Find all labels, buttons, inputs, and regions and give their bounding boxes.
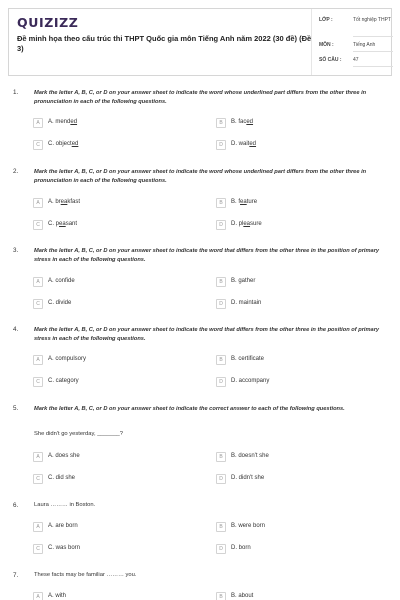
question-instruction: Mark the letter A, B, C, or D on your answer sheet to indicate the word that differs from the other three in the position of primary stress in each of the following questions. — [34, 248, 380, 263]
option-box[interactable]: A — [33, 592, 43, 600]
option-box[interactable]: D — [216, 474, 226, 484]
quizizz-logo: QUIZIZZ — [17, 15, 79, 30]
header-divider — [311, 9, 312, 75]
question-instruction: Mark the letter A, B, C, or D on your answer sheet to indicate the correct answer to each of the following questions. — [34, 406, 345, 412]
question-stem: Laura ……… in Boston. — [34, 502, 96, 508]
option-box[interactable]: C — [33, 474, 43, 484]
question-number: 3. — [13, 247, 19, 254]
subject-line — [353, 51, 393, 52]
option-box[interactable]: C — [33, 220, 43, 230]
option-box[interactable]: A — [33, 118, 43, 128]
class-line — [353, 36, 393, 37]
class-label: LỚP : — [319, 17, 333, 23]
question-instruction: Mark the letter A, B, C, or D on your answer sheet to indicate the word whose underlined part differs from the other three in pronunciation in each of the following questions. — [34, 169, 367, 184]
question-number: 5. — [13, 405, 19, 412]
worksheet-header — [8, 8, 392, 76]
question-number: 4. — [13, 326, 19, 333]
option-box[interactable]: B — [216, 277, 226, 287]
question-count-label: SỐ CÂU : — [319, 57, 342, 63]
option-box[interactable]: A — [33, 522, 43, 532]
option-box[interactable]: A — [33, 355, 43, 365]
option-box[interactable]: D — [216, 299, 226, 309]
option-box[interactable]: B — [216, 522, 226, 532]
question-number: 2. — [13, 168, 19, 175]
question-stem: These facts may be familiar ……… you. — [34, 572, 137, 578]
option-box[interactable]: D — [216, 377, 226, 387]
option-box[interactable]: D — [216, 544, 226, 554]
document-title: Đề minh họa theo cấu trúc thi THPT Quốc gia môn Tiếng Anh năm 2022 (30 đề) (Đề 3) — [17, 34, 312, 53]
option-box[interactable]: C — [33, 299, 43, 309]
option-box[interactable]: D — [216, 220, 226, 230]
question-count-value: 47 — [353, 57, 359, 63]
option-box[interactable]: C — [33, 544, 43, 554]
question-number: 6. — [13, 502, 19, 509]
option-box[interactable]: B — [216, 452, 226, 462]
subject-label: MÔN : — [319, 42, 334, 48]
option-box[interactable]: B — [216, 118, 226, 128]
option-box[interactable]: A — [33, 198, 43, 208]
option-box[interactable]: D — [216, 140, 226, 150]
option-box[interactable]: B — [216, 592, 226, 600]
option-box[interactable]: C — [33, 140, 43, 150]
question-instruction: Mark the letter A, B, C, or D on your answer sheet to indicate the word that differs from the other three in the position of primary stress in each of the following questions. — [34, 327, 380, 342]
option-box[interactable]: A — [33, 452, 43, 462]
option-box[interactable]: A — [33, 277, 43, 287]
option-box[interactable]: B — [216, 198, 226, 208]
option-box[interactable]: B — [216, 355, 226, 365]
question-number: 1. — [13, 89, 19, 96]
question-instruction: Mark the letter A, B, C, or D on your answer sheet to indicate the word whose underlined part differs from the other three in pronunciation in each of the following questions. — [34, 90, 367, 105]
question-number: 7. — [13, 572, 19, 579]
question-count-line — [353, 66, 393, 67]
class-value: Tốt nghiệp THPT — [353, 17, 391, 23]
option-box[interactable]: C — [33, 377, 43, 387]
question-stem: She didn't go yesterday, _______? — [34, 431, 123, 437]
subject-value: Tiếng Anh — [353, 42, 376, 48]
